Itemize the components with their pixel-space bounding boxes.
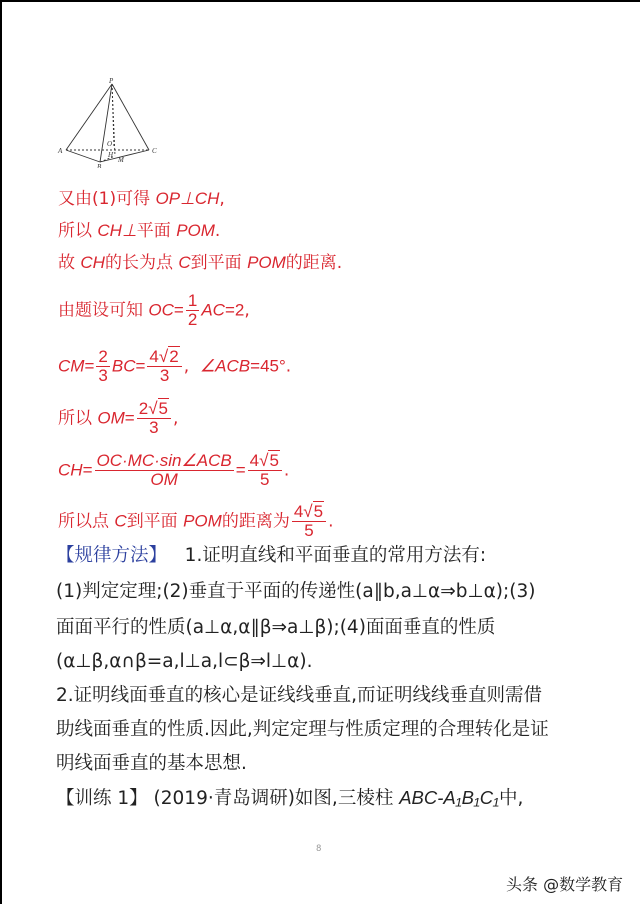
math: BC xyxy=(111,356,136,376)
text: 所以 xyxy=(58,221,98,241)
text: 1.证明直线和平面垂直的常用方法有: xyxy=(184,545,487,566)
fraction xyxy=(147,348,181,385)
math: OM xyxy=(97,408,125,428)
numerator xyxy=(248,452,282,471)
math: C xyxy=(178,253,191,272)
svg-text:M: M xyxy=(118,156,124,164)
value: 2 xyxy=(234,300,245,320)
math: CH xyxy=(58,460,83,480)
solution-line-1 xyxy=(58,188,225,210)
equals: = xyxy=(82,460,93,480)
method-line-2: (1)判定定理;(2)垂直于平面的传递性(a∥b,a⊥α⇒b⊥α);(3) xyxy=(56,581,536,602)
svg-text:C: C xyxy=(152,147,157,155)
method-line-3: 面面平行的性质(a⊥α,α∥β⇒a⊥β);(4)面面垂直的性质 xyxy=(56,617,496,638)
numerator xyxy=(292,503,326,522)
fraction xyxy=(95,452,234,489)
radicand: 5 xyxy=(313,502,324,521)
denominator: OM xyxy=(150,470,178,489)
denominator: 3 xyxy=(98,366,108,385)
solution-line-6 xyxy=(58,400,178,437)
text: . xyxy=(328,511,334,532)
text: 的距离. xyxy=(285,253,343,273)
math: OP⊥CH xyxy=(155,189,220,208)
training-tag: 【训练 1】 xyxy=(56,788,148,809)
text: . xyxy=(285,356,292,377)
method-line-7: 明线面垂直的基本思想. xyxy=(56,753,247,774)
solution-line-3 xyxy=(58,252,342,274)
math: CH⊥ xyxy=(97,221,137,240)
fraction xyxy=(248,452,282,489)
method-line-1 xyxy=(56,544,486,568)
pyramid-diagram xyxy=(56,76,166,168)
svg-text:H: H xyxy=(108,151,114,159)
frame-border-left xyxy=(0,0,2,904)
fraction xyxy=(292,503,326,540)
radicand: 5 xyxy=(158,399,169,418)
text: . xyxy=(214,221,221,241)
frame-border-top xyxy=(0,0,640,2)
numerator: 1 xyxy=(187,291,198,310)
sqrt: √2 xyxy=(158,347,179,366)
text: 故 xyxy=(58,253,81,273)
math: POM xyxy=(176,221,215,240)
numerator: 2 xyxy=(98,347,108,366)
method-tag: 【规律方法】 xyxy=(56,545,168,566)
denominator: 3 xyxy=(149,418,159,437)
math: ∠ACB xyxy=(199,356,251,376)
equals: = xyxy=(84,356,95,376)
math: CM xyxy=(58,356,85,376)
radicand: 2 xyxy=(169,347,179,366)
math: CH xyxy=(80,253,105,272)
coef: 4 xyxy=(249,451,260,470)
method-line-5: 2.证明线面垂直的核心是证线线垂直,而证明线线垂直则需借 xyxy=(56,685,543,706)
coef: 4 xyxy=(149,347,159,366)
equals: = xyxy=(250,356,261,376)
svg-text:B: B xyxy=(97,163,102,168)
equals: = xyxy=(173,300,184,320)
solution-line-5 xyxy=(58,348,291,385)
sqrt: √5 xyxy=(259,451,279,470)
math: C xyxy=(114,511,127,531)
fraction xyxy=(186,292,199,329)
text: 中, xyxy=(498,788,524,809)
separator: , xyxy=(183,356,190,377)
equals: = xyxy=(224,300,235,320)
math: POM xyxy=(247,253,286,272)
coef: 4 xyxy=(293,502,304,521)
math: AC xyxy=(201,300,225,320)
text: 所以点 xyxy=(58,511,115,532)
math: POM xyxy=(183,511,222,531)
solution-line-4 xyxy=(58,292,250,329)
equals: = xyxy=(235,460,246,480)
sqrt: √5 xyxy=(303,502,324,521)
text: , xyxy=(244,300,250,321)
text: 所以 xyxy=(58,408,98,429)
denominator: 5 xyxy=(304,521,314,540)
text: 又由(1)可得 xyxy=(58,189,156,209)
text: , xyxy=(219,189,225,209)
watermark: 头条 @数学教育 xyxy=(506,875,624,894)
sqrt: √5 xyxy=(148,399,169,418)
numerator xyxy=(137,400,171,419)
solution-line-7 xyxy=(58,452,289,489)
math: OC xyxy=(148,300,174,320)
solution-line-8 xyxy=(58,503,334,540)
radicand: 5 xyxy=(269,451,279,470)
page-number: 8 xyxy=(316,844,322,854)
solution-line-2 xyxy=(58,220,220,242)
denominator: 5 xyxy=(260,470,270,489)
equals: = xyxy=(124,408,135,428)
value: 45° xyxy=(260,356,286,376)
text: 平面 xyxy=(136,221,177,241)
text: , xyxy=(173,408,179,429)
svg-text:O: O xyxy=(107,140,113,148)
denominator: 3 xyxy=(159,366,170,385)
svg-text:P: P xyxy=(109,77,114,85)
text: 的长为点 xyxy=(104,253,179,273)
fraction xyxy=(96,348,109,385)
text: (2019·青岛调研)如图,三棱柱 xyxy=(147,788,400,809)
method-line-4: (α⊥β,α∩β=a,l⊥a,l⊂β⇒l⊥α). xyxy=(56,651,313,672)
training-line xyxy=(56,786,523,811)
text: 由题设可知 xyxy=(58,300,149,321)
text: . xyxy=(283,460,290,481)
numerator: OC·MC·sin∠ACB xyxy=(96,451,232,470)
math: ABC-A₁B₁C₁ xyxy=(399,787,499,808)
fraction xyxy=(137,400,171,437)
denominator: 2 xyxy=(187,310,198,329)
text: 到平面 xyxy=(126,511,184,532)
text: 到平面 xyxy=(190,253,248,273)
equals: = xyxy=(135,356,146,376)
svg-text:A: A xyxy=(58,147,63,155)
text: 的距离为 xyxy=(221,511,290,532)
numerator xyxy=(147,348,181,367)
coef: 2 xyxy=(138,399,149,418)
method-line-6: 助线面垂直的性质.因此,判定定理与性质定理的合理转化是证 xyxy=(56,719,549,740)
